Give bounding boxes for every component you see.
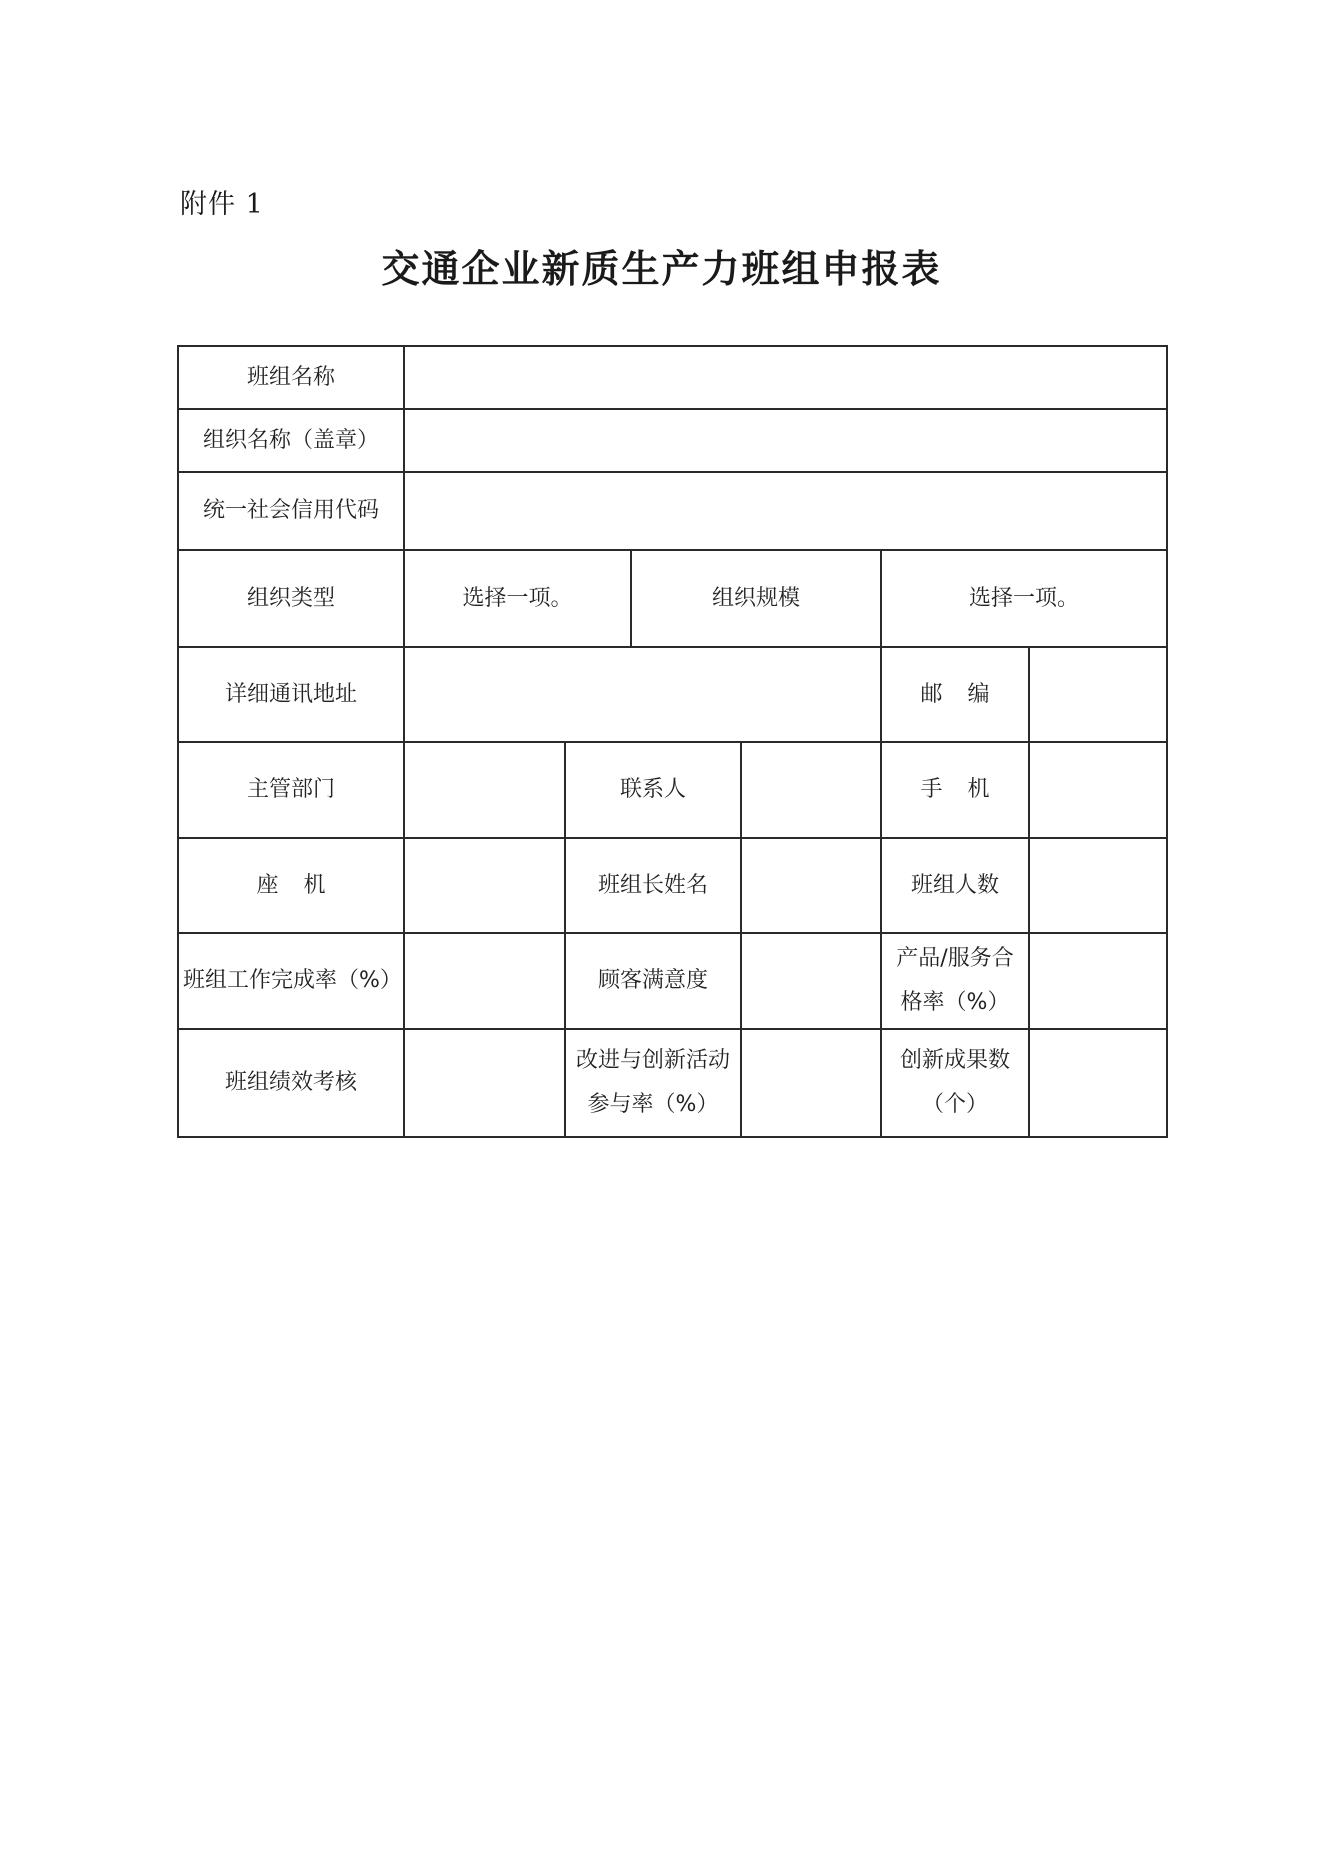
innovation-rate-label-line1: 改进与创新活动: [575, 1048, 730, 1073]
attachment-label: 附件 1: [180, 189, 264, 220]
innovation-rate-label-line2: 参与率（%）: [587, 1092, 719, 1117]
postcode-label: 邮 编: [881, 647, 1029, 742]
dept-field[interactable]: [404, 742, 565, 838]
leader-field[interactable]: [741, 838, 881, 933]
landline-label: 座 机: [178, 838, 404, 933]
innovation-count-label: [881, 1029, 1029, 1137]
address-field[interactable]: [404, 647, 881, 742]
pass-rate-label-line2: 格率（%）: [900, 990, 1010, 1015]
pass-rate-field[interactable]: [1029, 933, 1167, 1029]
row-address: [178, 647, 1167, 742]
address-label: 详细通讯地址: [178, 647, 404, 742]
application-form-table: [177, 345, 1168, 1138]
members-field[interactable]: [1029, 838, 1167, 933]
credit-code-label: 统一社会信用代码: [178, 472, 404, 550]
row-performance: [178, 1029, 1167, 1137]
completion-rate-label: 班组工作完成率（%）: [178, 933, 404, 1029]
page-title: 交通企业新质生产力班组申报表: [381, 247, 942, 291]
credit-code-field[interactable]: [404, 472, 1167, 550]
row-completion-rate: [178, 933, 1167, 1029]
innovation-rate-label: [565, 1029, 741, 1137]
innovation-count-label-line1: 创新成果数: [899, 1048, 1010, 1073]
innovation-count-label-line2: （个）: [921, 1092, 988, 1117]
row-org-type: [178, 550, 1167, 647]
mobile-field[interactable]: [1029, 742, 1167, 838]
leader-label: 班组长姓名: [565, 838, 741, 933]
dept-label: 主管部门: [178, 742, 404, 838]
completion-rate-field[interactable]: [404, 933, 565, 1029]
row-team-name: [178, 346, 1167, 409]
row-department: [178, 742, 1167, 838]
row-org-name: [178, 409, 1167, 472]
row-landline: [178, 838, 1167, 933]
pass-rate-label-line1: 产品/服务合: [896, 946, 1014, 971]
org-name-label: 组织名称（盖章）: [178, 409, 404, 472]
org-scale-label: 组织规模: [631, 550, 881, 647]
org-scale-select[interactable]: 选择一项。: [881, 550, 1167, 647]
org-type-select[interactable]: 选择一项。: [404, 550, 631, 647]
postcode-field[interactable]: [1029, 647, 1167, 742]
satisfaction-label: 顾客满意度: [565, 933, 741, 1029]
team-name-label: 班组名称: [178, 346, 404, 409]
performance-label: 班组绩效考核: [178, 1029, 404, 1137]
members-label: 班组人数: [881, 838, 1029, 933]
innovation-rate-field[interactable]: [741, 1029, 881, 1137]
landline-field[interactable]: [404, 838, 565, 933]
org-name-field[interactable]: [404, 409, 1167, 472]
contact-field[interactable]: [741, 742, 881, 838]
mobile-label: 手 机: [881, 742, 1029, 838]
row-credit-code: [178, 472, 1167, 550]
org-type-label: 组织类型: [178, 550, 404, 647]
satisfaction-field[interactable]: [741, 933, 881, 1029]
innovation-count-field[interactable]: [1029, 1029, 1167, 1137]
team-name-field[interactable]: [404, 346, 1167, 409]
performance-field[interactable]: [404, 1029, 565, 1137]
pass-rate-label: [881, 933, 1029, 1029]
contact-label: 联系人: [565, 742, 741, 838]
